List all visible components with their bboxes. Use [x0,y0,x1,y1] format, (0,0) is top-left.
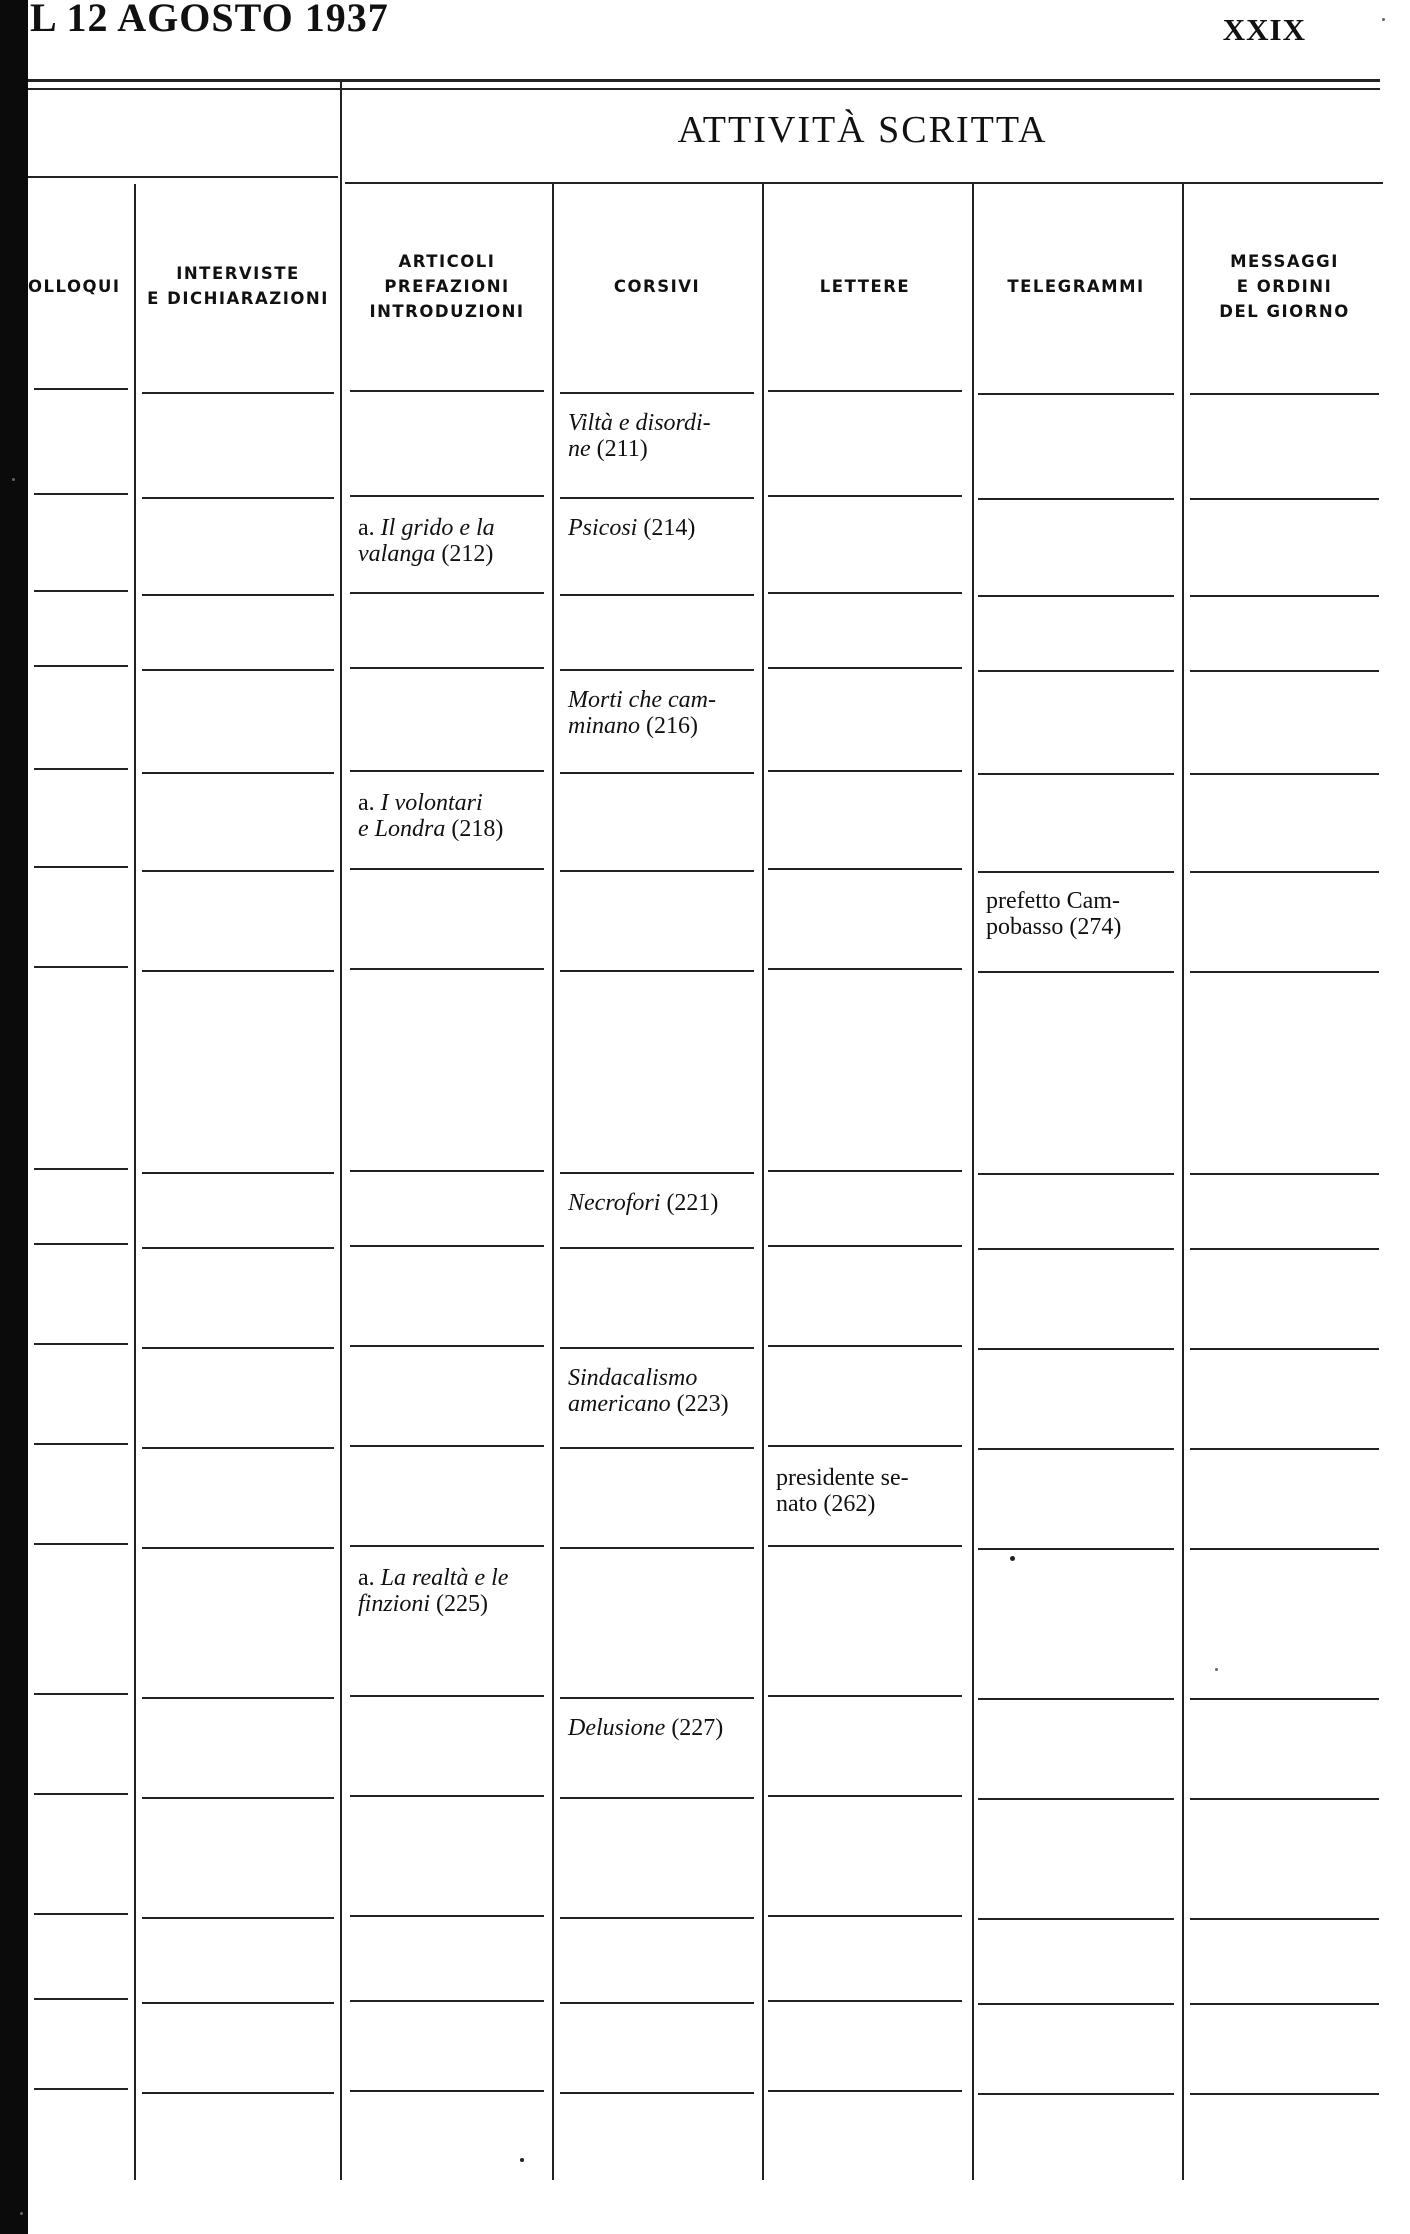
row-separator [1190,971,1379,973]
row-separator [978,1918,1174,1920]
scan-speck [1010,1556,1015,1561]
entry-reference: (221) [660,1190,719,1216]
row-separator [1190,595,1379,597]
row-separator [350,2090,544,2092]
entry-title: La realtà e le finzioni [358,1565,509,1617]
row-separator [34,966,128,968]
row-separator [34,493,128,495]
column-divider [1182,184,1184,2180]
row-separator [768,1445,962,1447]
row-separator [560,392,754,394]
row-separator [34,1168,128,1170]
row-separator [978,773,1174,775]
row-separator [768,968,962,970]
entry-title: Il grido e la valanga [358,515,495,567]
row-separator [768,667,962,669]
row-separator [768,868,962,870]
entry-title: Necrofori [568,1190,661,1216]
row-separator [142,870,334,872]
entry-articoli [358,790,538,842]
row-separator [768,1915,962,1917]
row-separator [1190,1548,1379,1550]
entry-corsivi [568,1715,748,1741]
row-separator [560,970,754,972]
row-separator [978,2003,1174,2005]
row-separator [1190,2093,1379,2095]
entry-reference: (211) [590,436,648,462]
row-separator [142,497,334,499]
entry-title: Delusione [568,1715,666,1741]
entry-prefix: a. [358,790,381,816]
row-separator [350,1245,544,1247]
section-title-rule [345,182,1383,184]
row-separator [34,768,128,770]
entry-prefix: a. [358,1565,381,1591]
row-separator [978,1348,1174,1350]
entry-title: I volontari e Londra [358,790,483,842]
row-separator [34,665,128,667]
column-header-colloqui: OLLOQUI [28,276,121,296]
entry-corsivi [568,1190,748,1216]
entry-reference: (212) [435,541,494,567]
entry-reference: (214) [637,515,696,541]
row-separator [142,1247,334,1249]
row-separator [1190,1173,1379,1175]
row-separator [768,1345,962,1347]
row-separator [1190,871,1379,873]
row-separator [768,1170,962,1172]
row-separator [768,770,962,772]
row-separator [1190,2003,1379,2005]
entry-telegrammi [986,888,1168,940]
row-separator [34,1543,128,1545]
row-separator [350,1795,544,1797]
column-header-lettere: LETTERE [819,276,911,296]
row-separator [978,393,1174,395]
row-separator [768,390,962,392]
row-separator [1190,393,1379,395]
row-separator [142,669,334,671]
row-separator [34,866,128,868]
row-separator [560,1697,754,1699]
entry-title: Viltà e disordi- ne [568,410,711,462]
row-separator [978,1798,1174,1800]
row-separator [1190,670,1379,672]
row-separator [978,871,1174,873]
entry-title: Psicosi [568,515,638,541]
row-separator [1190,1248,1379,1250]
row-separator [1190,1698,1379,1700]
row-separator [978,971,1174,973]
row-separator [350,1445,544,1447]
column-divider [340,82,342,2180]
row-separator [142,392,334,394]
row-separator [350,868,544,870]
column-header-interviste: INTERVISTE E DICHIARAZIONI [147,264,329,308]
row-separator [978,498,1174,500]
row-separator [978,670,1174,672]
row-separator [560,1547,754,1549]
entry-reference: (223) [670,1391,729,1417]
row-separator [978,1173,1174,1175]
column-divider [972,184,974,2180]
section-title: ATTIVITÀ SCRITTA [677,109,1048,151]
row-separator [560,870,754,872]
row-separator [978,595,1174,597]
row-separator [350,592,544,594]
row-separator [34,1998,128,2000]
entry-articoli [358,1565,538,1617]
row-separator [1190,773,1379,775]
row-separator [142,772,334,774]
row-separator [768,1245,962,1247]
row-separator [978,2093,1174,2095]
row-separator [34,590,128,592]
row-separator [560,1447,754,1449]
entry-prefix: prefetto Cam- pobasso (274) [986,888,1122,940]
page-header-date: L 12 AGOSTO 1937 [30,0,389,40]
row-separator [560,1172,754,1174]
row-separator [142,2092,334,2094]
header-rule-bottom [28,88,1380,90]
scan-speck [1215,1668,1218,1671]
entry-lettere [776,1465,956,1517]
row-separator [142,1917,334,1919]
column-header-messaggi: MESSAGGI E ORDINI DEL GIORNO [1219,251,1350,321]
row-separator [34,1243,128,1245]
row-separator [560,669,754,671]
row-separator [1190,1448,1379,1450]
row-separator [560,594,754,596]
row-separator [142,1697,334,1699]
page-header-roman-numeral: XXIX [1222,12,1306,47]
row-separator [1190,1918,1379,1920]
row-separator [350,1695,544,1697]
row-separator [768,495,962,497]
row-separator [142,1547,334,1549]
entry-reference: (225) [430,1591,488,1617]
row-separator [1190,1798,1379,1800]
row-separator [34,1913,128,1915]
row-separator [978,1448,1174,1450]
entry-title: Morti che cam- minano [568,687,716,739]
row-separator [142,1447,334,1449]
entry-prefix: a. [358,515,381,541]
row-separator [560,1917,754,1919]
row-separator [560,772,754,774]
row-separator [768,592,962,594]
scan-speck [12,478,15,481]
row-separator [768,2000,962,2002]
row-separator [34,2088,128,2090]
row-separator [350,968,544,970]
row-separator [1190,1348,1379,1350]
entry-reference: (218) [445,816,504,842]
entry-corsivi [568,515,748,541]
column-divider [134,184,136,2180]
entry-prefix: presidente se- nato (262) [776,1465,909,1517]
row-separator [978,1548,1174,1550]
row-separator [560,1247,754,1249]
row-separator [560,2002,754,2004]
row-separator [978,1698,1174,1700]
row-separator [34,1693,128,1695]
entry-corsivi [568,1365,748,1417]
row-separator [350,1545,544,1547]
row-separator [34,1443,128,1445]
row-separator [560,497,754,499]
row-separator [142,1797,334,1799]
scan-speck [20,2212,23,2215]
row-separator [350,2000,544,2002]
row-separator [34,388,128,390]
scan-speck [1382,18,1385,21]
entry-corsivi [568,687,748,739]
row-separator [1190,498,1379,500]
row-separator [560,1797,754,1799]
row-separator [350,1345,544,1347]
entry-reference: (216) [640,713,698,739]
row-separator [350,1170,544,1172]
scan-edge-shadow [0,0,28,2234]
row-separator [560,1347,754,1349]
row-separator [560,2092,754,2094]
row-separator [142,594,334,596]
row-separator [768,1695,962,1697]
row-separator [350,495,544,497]
row-separator [978,1248,1174,1250]
column-divider [762,184,764,2180]
column-header-telegrammi: TELEGRAMMI [1007,276,1145,296]
row-separator [768,1795,962,1797]
scan-speck [520,2158,524,2162]
column-header-corsivi: CORSIVI [613,276,701,296]
entry-reference: (227) [665,1715,724,1741]
row-separator [350,667,544,669]
row-separator [350,390,544,392]
left-block-rule [28,176,338,178]
entry-articoli [358,515,538,567]
column-header-articoli: ARTICOLI PREFAZIONI INTRODUZIONI [369,251,525,321]
column-divider [552,184,554,2180]
row-separator [142,1347,334,1349]
header-rule-top [28,79,1380,82]
row-separator [34,1343,128,1345]
row-separator [142,1172,334,1174]
entry-corsivi [568,410,748,462]
row-separator [768,2090,962,2092]
row-separator [768,1545,962,1547]
row-separator [350,770,544,772]
row-separator [142,970,334,972]
row-separator [142,2002,334,2004]
row-separator [34,1793,128,1795]
entry-title: Sindacalismo americano [568,1365,698,1417]
row-separator [350,1915,544,1917]
